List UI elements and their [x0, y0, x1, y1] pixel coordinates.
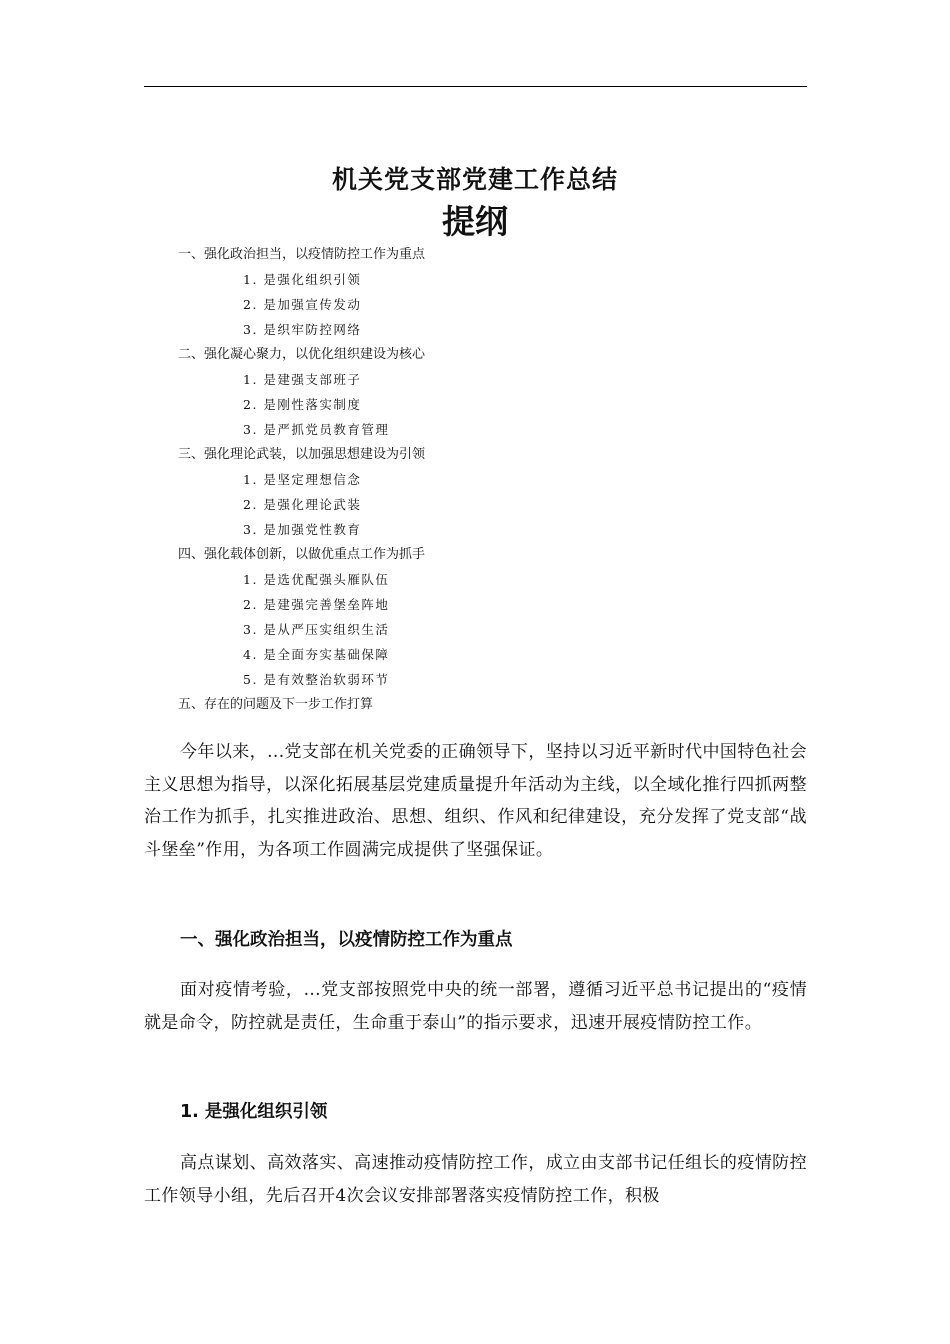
header-rule — [144, 86, 807, 87]
document-title: 机关党支部党建工作总结 — [331, 165, 618, 194]
outline-item: 2. 是刚性落实制度 — [243, 397, 362, 412]
outline-item: 1. 是坚定理想信念 — [243, 472, 362, 487]
document-subtitle: 提纲 — [442, 202, 508, 241]
outline-item: 2. 是强化理论武装 — [243, 497, 362, 512]
outline-item: 3. 是严抓党员教育管理 — [243, 422, 390, 437]
outline-item: 1. 是强化组织引领 — [243, 272, 362, 287]
outline-item: 3. 是加强党性教育 — [243, 522, 362, 537]
outline-heading: 五、存在的问题及下一步工作打算 — [178, 697, 374, 712]
outline-heading: 一、强化政治担当，以疫情防控工作为重点 — [178, 247, 426, 262]
outline-item: 3. 是从严压实组织生活 — [243, 622, 390, 637]
outline — [0, 242, 950, 717]
subsection-paragraph: 高点谋划、高效落实、高速推动疫情防控工作，成立由支部书记任组长的疫情防控工作领导小组，先后召开4次会议安排部署落实疫情防控工作，积极 — [144, 1153, 807, 1206]
outline-item: 3. 是织牢防控网络 — [243, 322, 362, 337]
outline-heading: 四、强化载体创新，以做优重点工作为抓手 — [178, 547, 426, 562]
outline-item: 1. 是选优配强头雁队伍 — [243, 572, 390, 587]
subsection-heading: 1. 是强化组织引领 — [180, 1102, 328, 1122]
outline-item: 1. 是建强支部班子 — [243, 372, 362, 387]
outline-item: 4. 是全面夯实基础保障 — [243, 647, 390, 662]
section-paragraph: 面对疫情考验，...党支部按照党中央的统一部署，遵循习近平总书记提出的“疫情就是命令，防控就是责任，生命重于泰山”的指示要求，迅速开展疫情防控工作。 — [144, 980, 807, 1033]
outline-item: 2. 是加强宣传发动 — [243, 297, 362, 312]
outline-item: 2. 是建强完善堡垒阵地 — [243, 597, 390, 612]
intro-paragraph: 今年以来，...党支部在机关党委的正确领导下，坚持以习近平新时代中国特色社会主义思想为指导，以深化拓展基层党建质量提升年活动为主线，以全域化推行四抓两整治工作为抓手，扎实推进政治、思想、组织、作风和纪律建设，充分发挥了党支部“战斗堡垒”作用，为各项工作圆满完成提供了坚强保证。 — [144, 742, 807, 860]
outline-heading: 二、强化凝心聚力，以优化组织建设为核心 — [178, 347, 426, 362]
outline-heading: 三、强化理论武装，以加强思想建设为引领 — [178, 447, 426, 462]
section-heading: 一、强化政治担当，以疫情防控工作为重点 — [180, 930, 513, 950]
outline-item: 5. 是有效整治软弱环节 — [243, 672, 390, 687]
